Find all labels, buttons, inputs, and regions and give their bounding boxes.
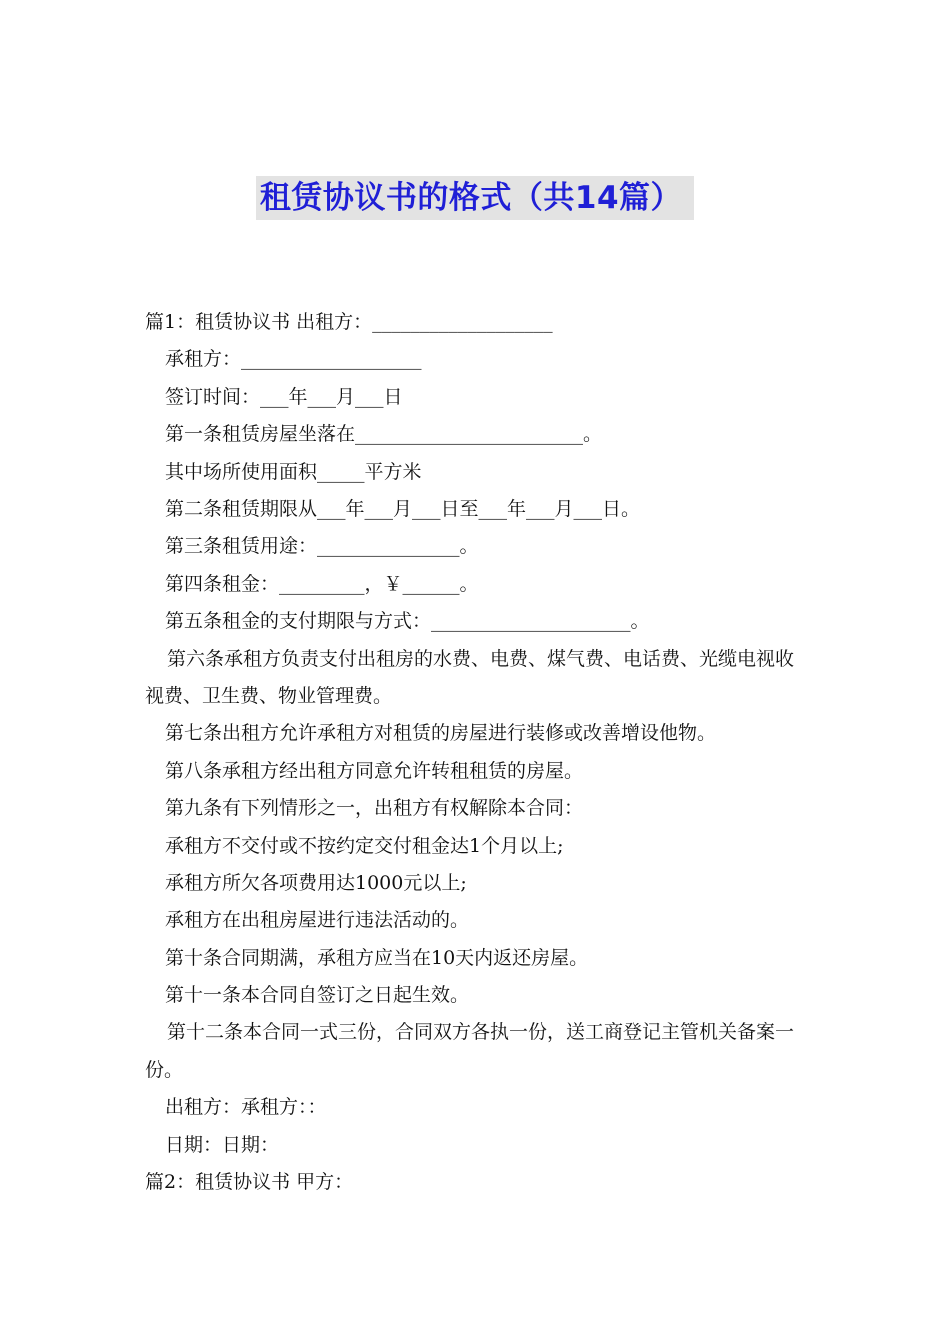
document-title: 租赁协议书的格式（共14篇） bbox=[256, 176, 694, 220]
clause-6: 第六条承租方负责支付出租房的水费、电费、煤气费、电话费、光缆电视收视费、卫生费、物业管理费。 bbox=[145, 647, 795, 707]
section-2-header: 篇2：租赁协议书 甲方： bbox=[145, 1171, 354, 1194]
area-line: 其中场所使用面积_____平方米 bbox=[165, 460, 422, 483]
clause-3: 第三条租赁用途：_______________。 bbox=[165, 535, 479, 558]
clause-5: 第五条租金的支付期限与方式：_____________________。 bbox=[165, 610, 650, 633]
title-container bbox=[0, 176, 950, 220]
signature-parties-line: 出租方：承租方：： bbox=[165, 1096, 327, 1119]
clause-11: 第十一条本合同自签订之日起生效。 bbox=[165, 984, 470, 1007]
lessee-line: 承租方：___________________ bbox=[165, 348, 422, 371]
clause-9-item-3: 承租方在出租房屋进行违法活动的。 bbox=[165, 909, 470, 932]
clause-1: 第一条租赁房屋坐落在________________________。 bbox=[165, 423, 603, 446]
document-body bbox=[145, 304, 810, 1201]
clause-12: 第十二条本合同一式三份，合同双方各执一份，送工商登记主管机关备案一份。 bbox=[145, 1021, 795, 1081]
clause-4: 第四条租金：_________，￥______。 bbox=[165, 572, 479, 595]
clause-2: 第二条租赁期限从___年___月___日至___年___月___日。 bbox=[165, 497, 641, 520]
sign-date-line: 签订时间：___年___月___日 bbox=[165, 385, 403, 408]
clause-9-item-2: 承租方所欠各项费用达1000元以上; bbox=[165, 871, 467, 894]
clause-7: 第七条出租方允许承租方对租赁的房屋进行装修或改善增设他物。 bbox=[165, 722, 717, 745]
clause-9-item-1: 承租方不交付或不按约定交付租金达1个月以上; bbox=[165, 834, 564, 857]
section-1-header: 篇1：租赁协议书 出租方：___________________ bbox=[145, 311, 553, 333]
clause-10: 第十条合同期满，承租方应当在10天内返还房屋。 bbox=[165, 946, 589, 969]
signature-date-line: 日期：日期： bbox=[165, 1133, 280, 1156]
clause-8: 第八条承租方经出租方同意允许转租租赁的房屋。 bbox=[165, 759, 584, 782]
clause-9: 第九条有下列情形之一，出租方有权解除本合同： bbox=[165, 797, 584, 820]
